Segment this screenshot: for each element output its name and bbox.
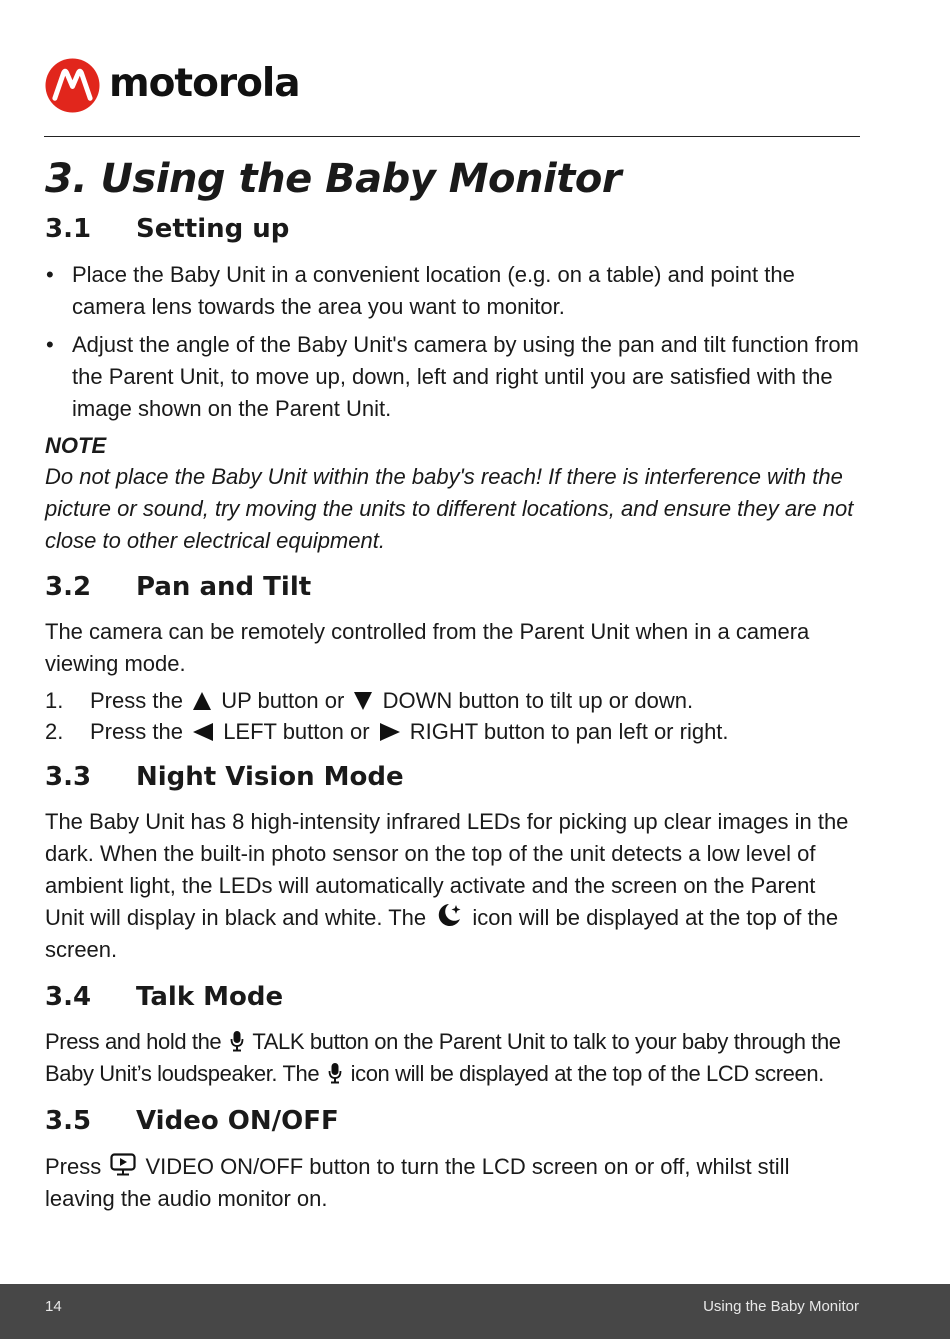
- step-text-part: RIGHT button to pan left or right.: [409, 719, 729, 744]
- section-title: Night Vision Mode: [136, 762, 404, 792]
- step-text-part: UP button or: [221, 688, 345, 713]
- talk-mode-text: [45, 1026, 860, 1090]
- bullet-icon: •: [46, 262, 54, 287]
- note-text: Do not place the Baby Unit within the baby's reach! If there is interference with the picture or sound, try moving the units to different locations, and ensure they are not close to other electrical equipment.: [45, 464, 854, 553]
- section-heading-video-onoff: [45, 1103, 860, 1139]
- bullet-text: Place the Baby Unit in a convenient location (e.g. on a table) and point the camera lens towards the area you want to monitor.: [72, 262, 795, 319]
- up-triangle-icon: [192, 691, 212, 711]
- list-item: [45, 685, 860, 716]
- bullet-text: Adjust the angle of the Baby Unit's camera by using the pan and tilt function from the Parent Unit, to move up, down, left and right until you are satisfied with the image shown on the Parent Unit.: [72, 332, 859, 421]
- chapter-title: 3. Using the Baby Monitor: [45, 156, 622, 202]
- section-title: Setting up: [136, 214, 290, 244]
- night-vision-text: [45, 806, 860, 966]
- step-number: 1.: [45, 688, 64, 713]
- section-title: Video ON/OFF: [136, 1106, 339, 1136]
- list-item: [45, 329, 860, 425]
- section-title: Talk Mode: [136, 982, 284, 1012]
- bullet-icon: •: [46, 332, 54, 357]
- section-heading-pan-tilt: [45, 569, 860, 605]
- list-item: [45, 716, 860, 747]
- video-screen-icon: [110, 1153, 136, 1177]
- section-title: Pan and Tilt: [136, 572, 312, 602]
- step-text-part: LEFT button or: [223, 719, 370, 744]
- step-text-part: Press the: [90, 719, 183, 744]
- section-number: 3.3: [45, 762, 92, 792]
- page-number: 14: [45, 1298, 62, 1315]
- step-text-part: DOWN button to tilt up or down.: [382, 688, 694, 713]
- note-label: NOTE: [45, 433, 107, 458]
- list-item: [45, 259, 860, 323]
- step-number: 2.: [45, 719, 64, 744]
- down-triangle-icon: [353, 691, 373, 711]
- header-divider: [44, 136, 860, 137]
- talk-mode-text-part: TALK button on the Parent Unit to talk to your baby through the Baby Unit’s loudspeaker. The: [45, 1029, 841, 1086]
- video-onoff-text-part: Press: [45, 1154, 102, 1179]
- section-heading-setting-up: [45, 211, 860, 247]
- brand-name: motorola: [109, 61, 300, 106]
- section-heading-night-vision: [45, 759, 860, 795]
- talk-mode-text-part: icon will be displayed at the top of the LCD screen.: [350, 1061, 824, 1086]
- pan-tilt-steps: [45, 685, 860, 747]
- setup-bullet-list: [45, 259, 860, 425]
- section-number: 3.1: [45, 214, 92, 244]
- talk-mode-text-part: Press and hold the: [45, 1029, 222, 1054]
- microphone-icon: [230, 1030, 244, 1052]
- section-heading-talk-mode: [45, 979, 860, 1015]
- page-content: [45, 150, 860, 1215]
- section-number: 3.4: [45, 982, 92, 1012]
- pan-tilt-intro: The camera can be remotely controlled from the Parent Unit when in a camera viewing mode.: [45, 619, 810, 676]
- section-number: 3.2: [45, 572, 92, 602]
- right-triangle-icon: [379, 722, 401, 742]
- video-onoff-text-part: VIDEO ON/OFF button to turn the LCD screen on or off, whilst still leaving the audio monitor on.: [45, 1154, 790, 1211]
- video-onoff-text: [45, 1151, 860, 1215]
- step-text: [90, 716, 729, 747]
- section-number: 3.5: [45, 1106, 92, 1136]
- motorola-logo-icon: [45, 58, 100, 113]
- page-footer: [0, 1284, 950, 1339]
- microphone-icon: [328, 1062, 342, 1084]
- night-vision-moon-icon: [435, 902, 463, 928]
- brand-logo: [45, 58, 300, 113]
- step-text: [90, 685, 693, 716]
- night-vision-text-part: The Baby Unit has 8 high-intensity infrared LEDs for picking up clear images in the dark. When the built-in photo sensor on the top of the unit detects a low level of ambient light, the LEDs will automatically activate and the screen on the Parent Unit will display in black and white. The: [45, 809, 849, 930]
- left-triangle-icon: [192, 722, 214, 742]
- night-vision-text-part: icon will be displayed at the top of the screen.: [45, 905, 839, 962]
- step-text-part: Press the: [90, 688, 183, 713]
- footer-title: Using the Baby Monitor: [703, 1298, 859, 1315]
